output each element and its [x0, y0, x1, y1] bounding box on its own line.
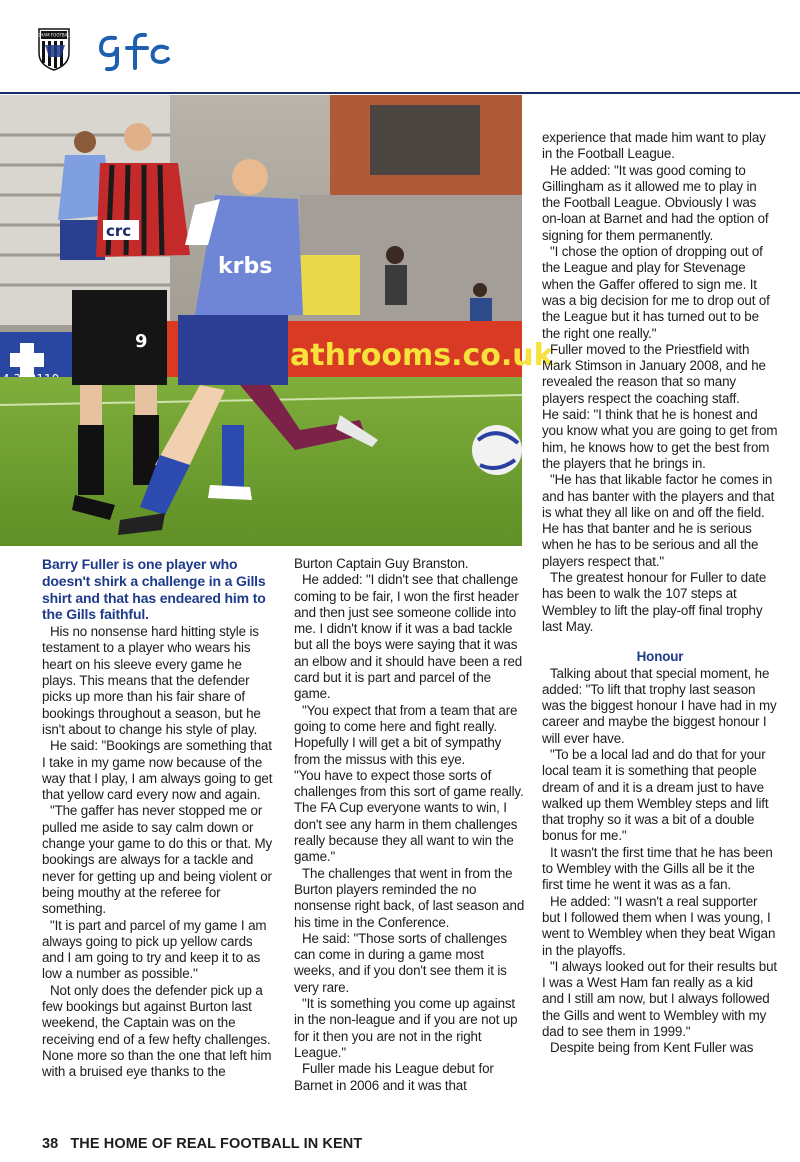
- shirt-sponsor-right: krbs: [218, 254, 273, 279]
- paragraph: "The gaffer has never stopped me or pulled me aside to say calm down or change your game to do this or that. My bookings are always for a tackle and never for getting up and being violent or being mouthy at the referee for something.: [42, 803, 273, 917]
- paragraph: The greatest honour for Fuller to date has been to walk the 107 steps at Wembley to lift the play-off final trophy last May.: [542, 570, 767, 634]
- paragraph: "He has that likable factor he comes in and has banter with the players and that is what they all like on and off the field. He has that banter and he is serious when he has to be serious and all the players respect that.": [542, 472, 775, 569]
- crest-text: GILLINGHAM FOOTBALL CLUB: [24, 32, 84, 38]
- paragraph: Fuller moved to the Priestfield with Mark Stimson in January 2008, and he revealed the reason that so many players respect the coaching staff.: [542, 341, 766, 406]
- match-photo: [0, 95, 554, 546]
- paragraph: It wasn't the first time that he has been to Wembley with the Gills all be it the first time he went it was as a fan.: [542, 844, 773, 893]
- page-footer: [42, 1136, 362, 1152]
- paragraph: "You have to expect those sorts of challenges from this sort of game really. The FA Cup everyone wants to win, I don't see any harm in them challenges really because they all want to win the game.": [294, 767, 524, 865]
- board-text: athrooms.co.uk: [290, 338, 554, 373]
- paragraph: He added: "I wasn't a real supporter but I followed them when I was young, I went to Wembley when they beat Wigan in the playoffs.: [542, 893, 776, 958]
- gfc-logo-icon: [95, 28, 171, 72]
- paragraph: "You expect that from a team that are going to come here and fight really. Hopefully I will get a bit of sympathy from the missus with this eye.: [294, 702, 518, 767]
- paragraph: Talking about that special moment, he added: "To lift that trophy last season was the biggest honour I have had in my career and maybe the biggest honour I will ever have.: [542, 665, 777, 746]
- paragraph: His no nonsense hard hitting style is testament to a player who wears his heart on his sleeve every game he plays. This means that the defender picks up more than his fair share of bookings throughout a season, but he isn't about to change his style of play.: [42, 624, 261, 737]
- paragraph: He said: "I think that he is honest and you know what you are going to get from him, he knows how to get the best from the players that he brings in.: [542, 407, 778, 471]
- shirt-sponsor-left: crc: [106, 222, 132, 240]
- paragraph: He added: "I didn't see that challenge coming to be fair, I won the first header and then just see someone collide into me. I didn't know if it was a bad tackle but all the boys were saying that it was an elbow and it should have been a red card but it is part and parcel of the game.: [294, 572, 523, 702]
- article-column-1: [42, 556, 274, 1081]
- header-rule: [0, 92, 800, 94]
- footer-tagline: THE HOME OF REAL FOOTBALL IN KENT: [70, 1136, 363, 1152]
- paragraph: Not only does the defender pick up a few bookings but against Burton last weekend, the Captain was on the receiving end of a few hefty challenges. None more so than the one that left him with a bruised eye thanks to the: [42, 982, 272, 1080]
- article-column-2: [294, 556, 526, 1094]
- paragraph: "I always looked out for their results but I was a West Ham fan really as a kid and I still am now, but I always followed the Gills and went to Wembley with my dad to see them in 1999.": [542, 958, 777, 1040]
- paragraph: The challenges that went in from the Burton players reminded the no nonsense right back, of last season and his time in the Conference.: [294, 865, 525, 930]
- paragraph: "It is part and parcel of my game I am always going to pick up yellow cards and I am going to try and keep it to as low a number as possible.": [42, 917, 267, 982]
- paragraph: Despite being from Kent Fuller was: [550, 1040, 754, 1056]
- paragraph: "I chose the option of dropping out of the League and play for Stevenage when the Gaffer offered to sign me. It was a big decision for me to drop out of the League but it has turned out to be the right one really.": [542, 244, 770, 341]
- article-column-3: [542, 130, 778, 1057]
- article-lead: Barry Fuller is one player who doesn't shirk a challenge in a Gills shirt and that has endeared him to the Gills faithful.: [42, 556, 266, 623]
- paragraph: He said: "Those sorts of challenges can come in during a game most weeks, and if you don't see them it is very rare.: [294, 930, 507, 995]
- page-number: 38: [42, 1136, 59, 1152]
- shirt-number: 9: [135, 331, 148, 352]
- paragraph: "To be a local lad and do that for your local team it is something that people dream of and it is a dream just to have walked up them Wembley steps and lift that trophy so it was a bit of a double bonus for me.": [542, 746, 769, 844]
- page-header: [0, 0, 800, 94]
- paragraph: "It is something you come up against in the non-league and if you are not up for it then you are not in the right League.": [294, 996, 518, 1060]
- paragraph: experience that made him want to play in the Football League.: [542, 130, 766, 162]
- section-heading: Honour: [636, 649, 684, 665]
- paragraph: He said: "Bookings are something that I take in my game now because of the way that I play, I am always going to get that yellow card every now and again.: [42, 738, 273, 803]
- paragraph: Burton Captain Guy Branston.: [294, 556, 469, 571]
- gillingham-crest-icon: [24, 27, 84, 71]
- paragraph: He added: "It was good coming to Gillingham as it allowed me to play in the Football League. Obviously I was on-loan at Barnet and had the option of signing for them permanently.: [542, 162, 769, 243]
- paragraph: Fuller made his League debut for Barnet in 2006 and it was that: [294, 1061, 494, 1093]
